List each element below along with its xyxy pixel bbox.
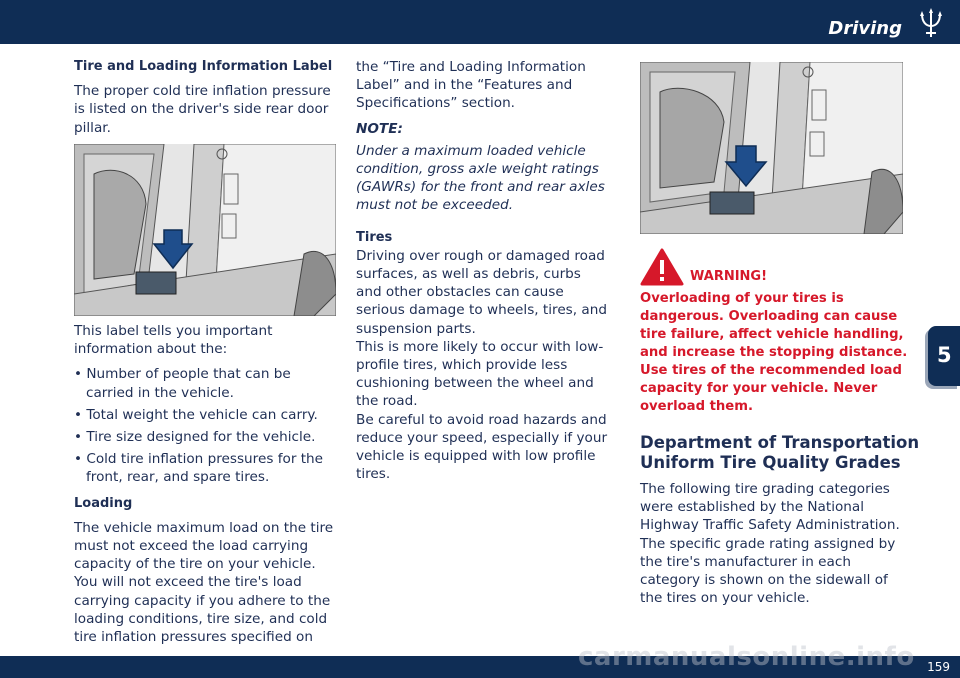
loading-text: The vehicle maximum load on the tire must not exceed the load carrying capacity of the tire on your vehicle. You will not exceed the tire's load carrying capacity if you adhere to the loading conditions, tire size, and cold tire inflation pressures specified on [74, 519, 334, 646]
door-pillar-label-image [74, 144, 336, 316]
column-1-continued [74, 322, 336, 653]
trident-icon [914, 6, 948, 40]
bullet-weight: • Total weight the vehicle can carry. [74, 406, 318, 423]
tires-heading: Tires [356, 229, 393, 245]
tires-text-2: This is more likely to occur with low-profile tires, which provide less cushioning between the wheel and the road. [356, 338, 604, 410]
column-2 [356, 58, 610, 483]
watermark: carmanualsonline.info [578, 642, 915, 672]
column-1 [74, 58, 336, 144]
chapter-tab [928, 326, 960, 386]
continued-text: the “Tire and Loading Information Label” and in the “Features and Specifications” section. [356, 59, 586, 112]
loading-heading: Loading [74, 495, 133, 511]
dot-section-text: The following tire grading categories were established by the National Highway Traffic Safety Administration. The specific grade rating assigned by the tire's manufacturer in each category is shown on the sidewall of the tires on your vehicle. [640, 481, 900, 607]
dot-section-title: Department of Transportation Uniform Tire Quality Grades [640, 433, 920, 472]
bullet-people: • Number of people that can be carried in the vehicle. [74, 366, 291, 401]
note-text: Under a maximum loaded vehicle condition, gross axle weight ratings (GAWRs) for the front and rear axles must not be exceeded. [356, 142, 605, 214]
tire-label-heading: Tire and Loading Information Label [74, 59, 333, 74]
bullet-tire-size: • Tire size designed for the vehicle. [74, 429, 316, 446]
label-info-text: This label tells you important information about the: [74, 323, 273, 358]
chapter-number: 5 [937, 343, 952, 367]
tires-text-3: Be careful to avoid road hazards and reduce your speed, especially if your vehicle is equipped with low profile tires. [356, 411, 608, 483]
warning-header [640, 247, 905, 287]
tires-text-1: Driving over rough or damaged road surfaces, as well as debris, curbs and other obstacles can cause serious damage to wheels, tires, and suspension parts. [356, 247, 607, 337]
warning-label: WARNING! [690, 269, 768, 284]
note-label: NOTE: [356, 120, 403, 137]
warning-text: Overloading of your tires is dangerous. Overloading can cause tire failure, affect vehicle handling, and increase the stopping distance. Use tires of the recommended load capacity for your vehicle. Never overload them. [640, 291, 908, 414]
warning-triangle-icon [640, 247, 684, 287]
tire-label-intro: The proper cold tire inflation pressure is listed on the driver's side rear door pillar. [74, 83, 331, 136]
bullet-pressures: • Cold tire inflation pressures for the front, rear, and spare tires. [74, 451, 324, 486]
door-sill-label-image [640, 62, 903, 234]
header-bar [0, 0, 960, 44]
page-number: 159 [927, 660, 950, 674]
section-title: Driving [828, 18, 902, 39]
